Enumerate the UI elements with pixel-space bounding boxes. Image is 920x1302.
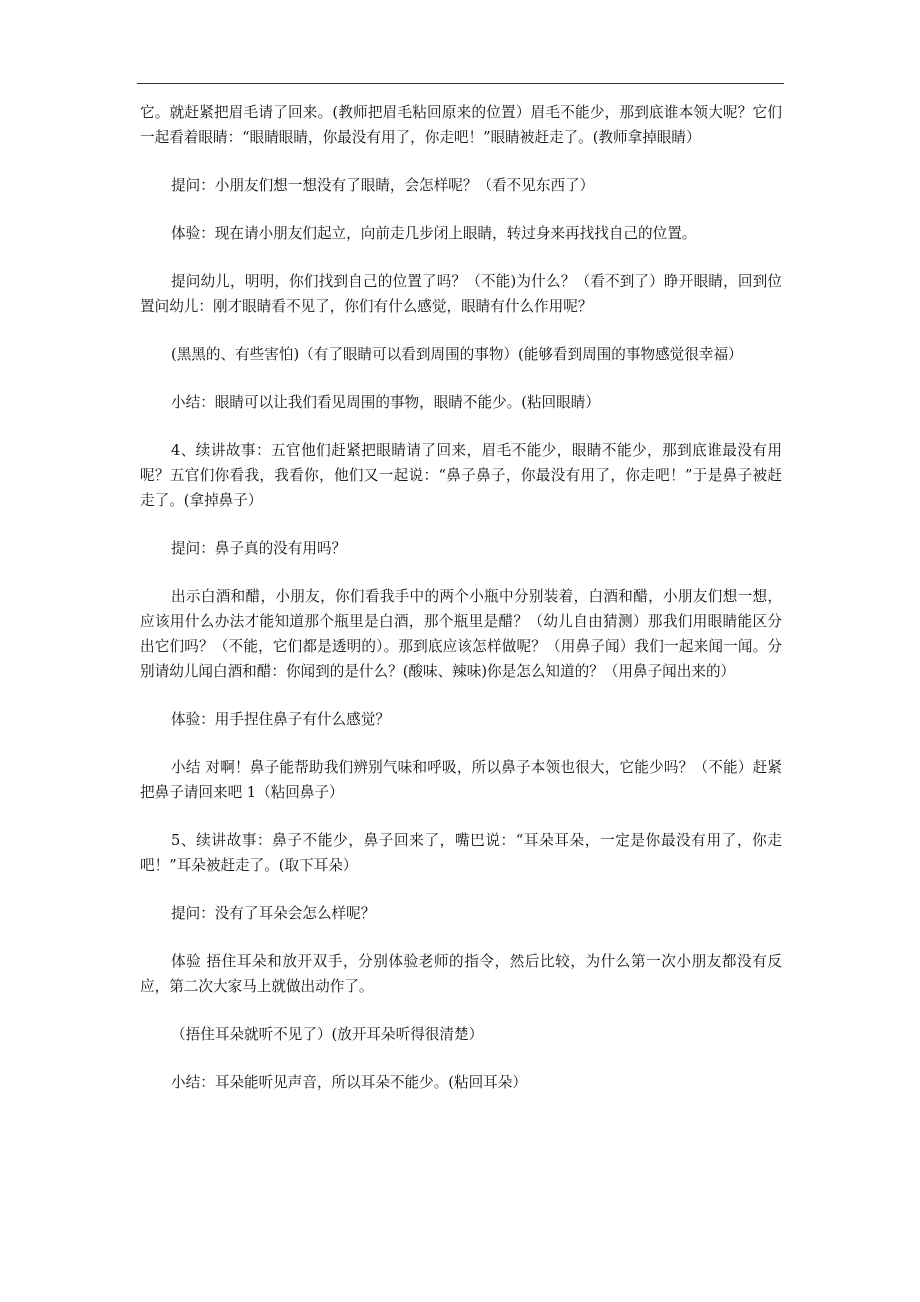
paragraph: 它。就赶紧把眉毛请了回来。(教师把眉毛粘回原来的位置）眉毛不能少，那到底谁本领大呢？它们一起看着眼睛：“眼睛眼睛，你最没有用了，你走吧！”眼睛被赶走了。(教师拿掉眼睛） [140, 104, 782, 146]
paragraph: 提问：鼻子真的没有用吗？ [171, 540, 347, 557]
document-body [140, 100, 782, 1118]
paragraph: 4、续讲故事：五官他们赶紧把眼睛请了回来，眉毛不能少，眼睛不能少，那到底谁最没有用呢？五官们你看我，我看你，他们又一起说：“鼻子鼻子，你最没有用了，你走吧！”于是鼻子被赶走了。(拿掉鼻子） [140, 442, 782, 509]
paragraph: 小结：眼睛可以让我们看见周围的事物，眼睛不能少。(粘回眼睛） [171, 394, 600, 411]
paragraph: 体验 捂住耳朵和放开双手，分别体验老师的指令，然后比较，为什么第一次小朋友都没有反应，第二次大家马上就做出动作了。 [140, 953, 782, 995]
paragraph: (黑黑的、有些害怕)（有了眼睛可以看到周围的事物）(能够看到周围的事物感觉很幸福） [171, 346, 743, 363]
paragraph: （捂住耳朵就听不见了）(放开耳朵听得很清楚） [171, 1026, 484, 1043]
paragraph: 提问：没有了耳朵会怎么样呢？ [171, 905, 376, 922]
paragraph: 提问幼儿，明明，你们找到自己的位置了吗？（不能)为什么？（看不到了）睁开眼睛，回到位置问幼儿：刚才眼睛看不见了，你们有什么感觉，眼睛有什么作用呢？ [140, 273, 782, 315]
paragraph: 体验：现在请小朋友们起立，向前走几步闭上眼睛，转过身来再找找自己的位置。 [171, 225, 697, 242]
paragraph: 出示白酒和醋，小朋友，你们看我手中的两个小瓶中分别装着，白酒和醋，小朋友们想一想，应该用什么办法才能知道那个瓶里是白酒，那个瓶里是醋？（幼儿自由猜测）那我们用眼睛能区分出它们吗？（不能，它们都是透明的）。那到底应该怎样做呢？（用鼻子闻）我们一起来闻一闻。分别请幼儿闻白酒和醋：你闻到的是什么？(酸味、辣味)你是怎么知道的？（用鼻子闻出来的） [140, 588, 782, 680]
paragraph: 5、续讲故事：鼻子不能少，鼻子回来了，嘴巴说：“耳朵耳朵，一定是你最没有用了，你走吧！”耳朵被赶走了。(取下耳朵） [140, 832, 782, 874]
paragraph: 小结 对啊！鼻子能帮助我们辨别气味和呼吸，所以鼻子本领也很大，它能少吗？（不能）赶紧把鼻子请回来吧 1（粘回鼻子） [140, 759, 782, 801]
header-rule [137, 83, 784, 84]
paragraph: 小结：耳朵能听见声音，所以耳朵不能少。(粘回耳朵） [171, 1074, 527, 1091]
paragraph: 体验：用手捏住鼻子有什么感觉？ [171, 711, 390, 728]
paragraph: 提问：小朋友们想一想没有了眼睛，会怎样呢？（看不见东西了） [171, 177, 595, 194]
